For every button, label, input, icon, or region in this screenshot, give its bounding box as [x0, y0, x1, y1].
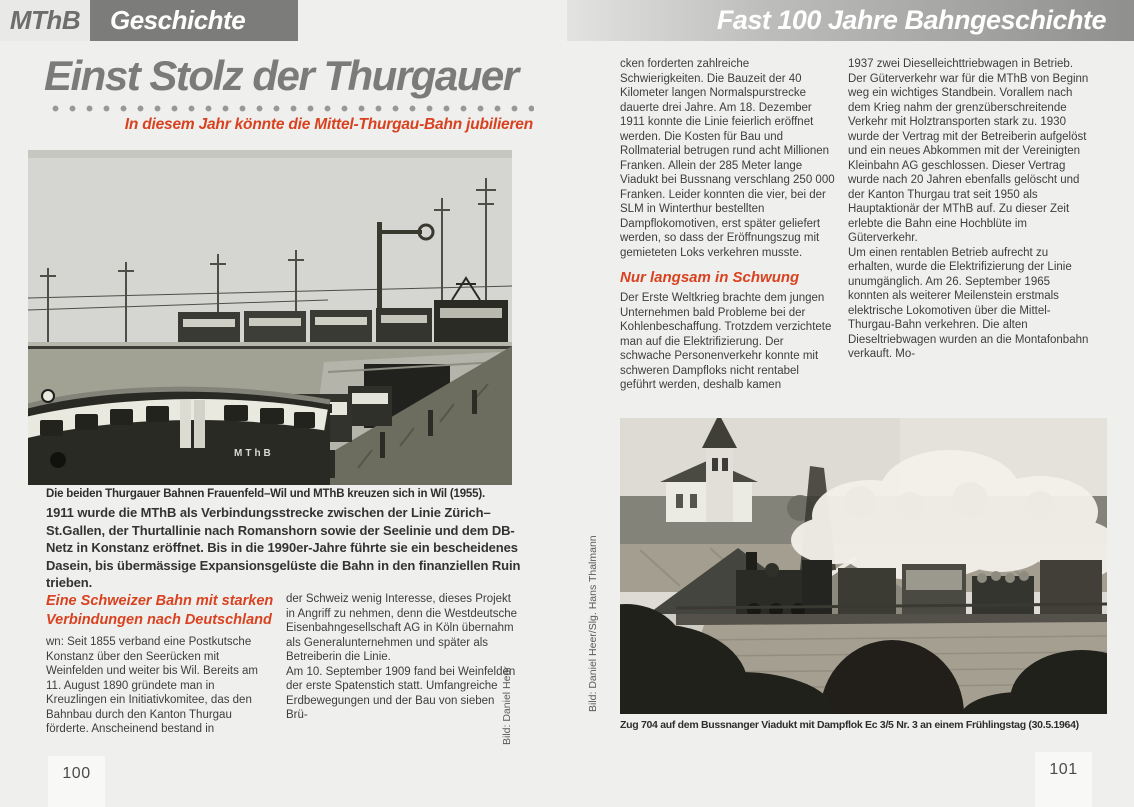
right-photo-caption: Zug 704 auf dem Bussnanger Viadukt mit Dampflok Ec 3/5 Nr. 3 an einem Frühlingstag (30.5.1964) [620, 719, 1079, 731]
right-section-heading: Nur langsam in Schwung [620, 269, 800, 286]
railcar-lettering: MThB [234, 448, 274, 459]
left-col2-paragraph-2: Am 10. September 1909 fand bei Weinfelden der erste Spatenstich statt. Umfangreiche Erdbewegungen und der Bau von sieben Brü- [286, 665, 516, 721]
lead-paragraph: 1911 wurde die MThB als Verbindungsstrecke zwischen der Linie Zürich–St.Gallen, der Thurtallinie nach Romanshorn sowie der Seelinie und dem DB-Netz in Konstanz eröffnet. Bis in die 1990er-Jahre führte sie ein bescheidenes Dasein, bis übermässige Expansionsgelüste die Bahn in den finanziellen Ruin trieben. [46, 505, 521, 590]
left-col1-paragraph: wn: Seit 1855 verband eine Postkutsche Konstanz über den Seerücken mit Weinfelden und weiter bis Wil. Bereits am 11. August 1890 gründete man in Kreuzlingen ein Initiativkomitee, das den Bahnbau durch den Kanton Thurgau förderte. Anscheinend bestand in [46, 636, 258, 735]
brand-label: MThB [0, 0, 90, 41]
right-col2-paragraph-2: Um einen rentablen Betrieb aufrecht zu erhalten, wurde die Elektrifizierung der Linie unumgänglich. Am 26. September 1965 konnten als weiterer Meilenstein erstmals elektrische Lokomotiven über die Mittel-Thurgau-Bahn verkehren. Die alten Dieseltriebwagen wurden an die Montafonbahn verkauft. Mo- [848, 246, 1089, 360]
right-col1-paragraph-2: Der Erste Weltkrieg brachte dem jungen Unternehmen bald Probleme bei der Kohlenbeschaffung. Trotzdem verzichtete man auf die Elektrifizierung. Der schwache Personenverkehr konnte mit schweren Dampfloks nicht rentabel geführt werden, deshalb kamen [620, 292, 832, 391]
right-photo [620, 418, 1107, 714]
section-label: Geschichte [90, 0, 298, 41]
left-page-column-1 [46, 592, 276, 737]
right-page-column-1 [620, 57, 836, 393]
page-number-left: 100 [62, 765, 91, 782]
left-section-heading: Eine Schweizer Bahn mit starken Verbindungen nach Deutschland [46, 593, 274, 628]
article-subtitle: In diesem Jahr könnte die Mittel-Thurgau-Bahn jubilieren [124, 116, 533, 133]
left-photo-caption: Die beiden Thurgauer Bahnen Frauenfeld–Wil und MThB kreuzen sich in Wil (1955). [46, 488, 485, 500]
viaduct-steam-train-photo-illustration [620, 418, 1107, 714]
page-number-box-left [48, 756, 105, 807]
title-dots-divider [47, 104, 534, 113]
right-col2-paragraph-1: 1937 zwei Dieselleichttriebwagen in Betrieb. Der Güterverkehr war für die MThB von Beginn weg ein wichtiges Standbein. Vorallem nach dem Krieg nahm der grenzüberschreitende Verkehr mit Holztransporten stark zu. 1930 wurde der Vertrag mit der Betreiberin aufgelöst und ein neues Abkommen mit der Vereinigten Kleinbahn AG geschlossen. Dieser Vertrag wurde nach 20 Jahren ebenfalls gelöscht und der Kanton Thurgau trat seit 1950 als Hauptaktionär der MThB auf. Zu dieser Zeit erlebte die Bahn eine Hochblüte im Güterverkehr. [848, 58, 1089, 244]
right-photo-credit: Bild: Daniel Heer/Slg. Hans Thalmann [587, 535, 599, 712]
train-crossing-photo-illustration [28, 150, 512, 485]
foreground-railcar [28, 389, 330, 485]
right-col1-paragraph-1: cken forderten zahlreiche Schwierigkeiten. Die Bauzeit der 40 Kilometer langen Normalspurstrecke dauerte drei Jahre. Am 18. Dezember 1911 konnte die Linie feierlich eröffnet werden. Die Kosten für Bau und Rollmaterial betrugen rund acht Millionen Franken. Allein der 285 Meter lange Viadukt bei Bussnang verschlang 250 000 Franken. Leider konnten die vier, bei der SLM in Winterthur bestellten Dampflokomotiven, erst später geliefert werden, so dass der Eröffnungszug mit gemieteten Loks verkehren musste. [620, 58, 835, 259]
right-page-column-2 [848, 57, 1090, 362]
page-number-box-right [1035, 752, 1092, 807]
banner-title: Fast 100 Jahre Bahngeschichte [567, 0, 1134, 41]
left-photo [28, 150, 512, 485]
left-col2-paragraph-1: der Schweiz wenig Interesse, dieses Projekt in Angriff zu nehmen, denn die Westdeutsche Eisenbahngesellschaft AG in Köln übernahm als Generalunternehmen und später als Betreiberin die Linie. [286, 593, 518, 663]
page-title: Einst Stolz der Thurgauer [44, 52, 518, 99]
page-number-right: 101 [1049, 761, 1078, 778]
left-photo-credit: Bild: Daniel Heer [501, 666, 513, 745]
left-page-column-2 [286, 592, 517, 723]
